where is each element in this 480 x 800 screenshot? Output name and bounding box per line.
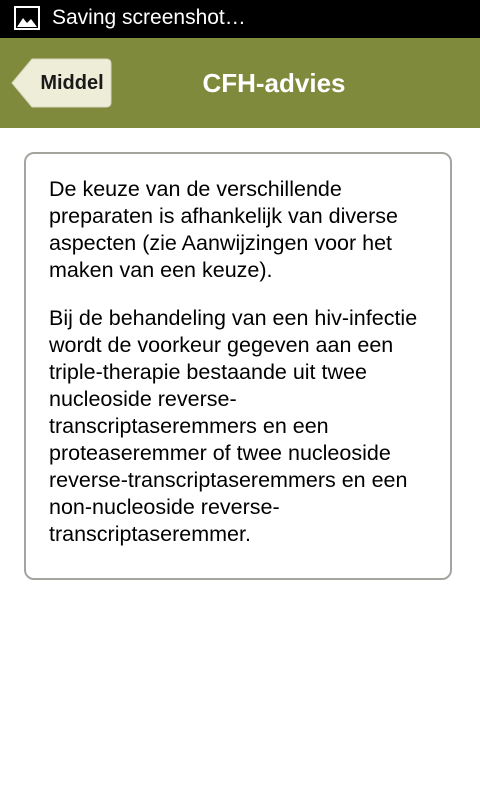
back-button-label: Middel <box>40 72 104 94</box>
action-bar <box>0 38 480 128</box>
advice-paragraph: Bij de behandeling van een hiv-infectie wordt de voorkeur gegeven aan een triple-therapie bestaande uit twee nucleoside reverse-transcriptaseremmers en een proteaseremmer of twee nucleoside reverse-transcriptaseremmers en een non-nucleoside reverse-transcriptaseremmer. <box>49 306 418 546</box>
advice-paragraph: De keuze van de verschillende preparaten is afhankelijk van diverse aspecten (zie Aanwijzingen voor het maken van een keuze). <box>49 177 398 282</box>
page-title: CFH-advies <box>202 68 346 98</box>
back-button[interactable] <box>10 58 112 108</box>
notification-text: Saving screenshot… <box>52 6 246 29</box>
status-bar <box>0 0 480 38</box>
advice-card <box>24 152 452 580</box>
image-icon <box>14 6 40 30</box>
